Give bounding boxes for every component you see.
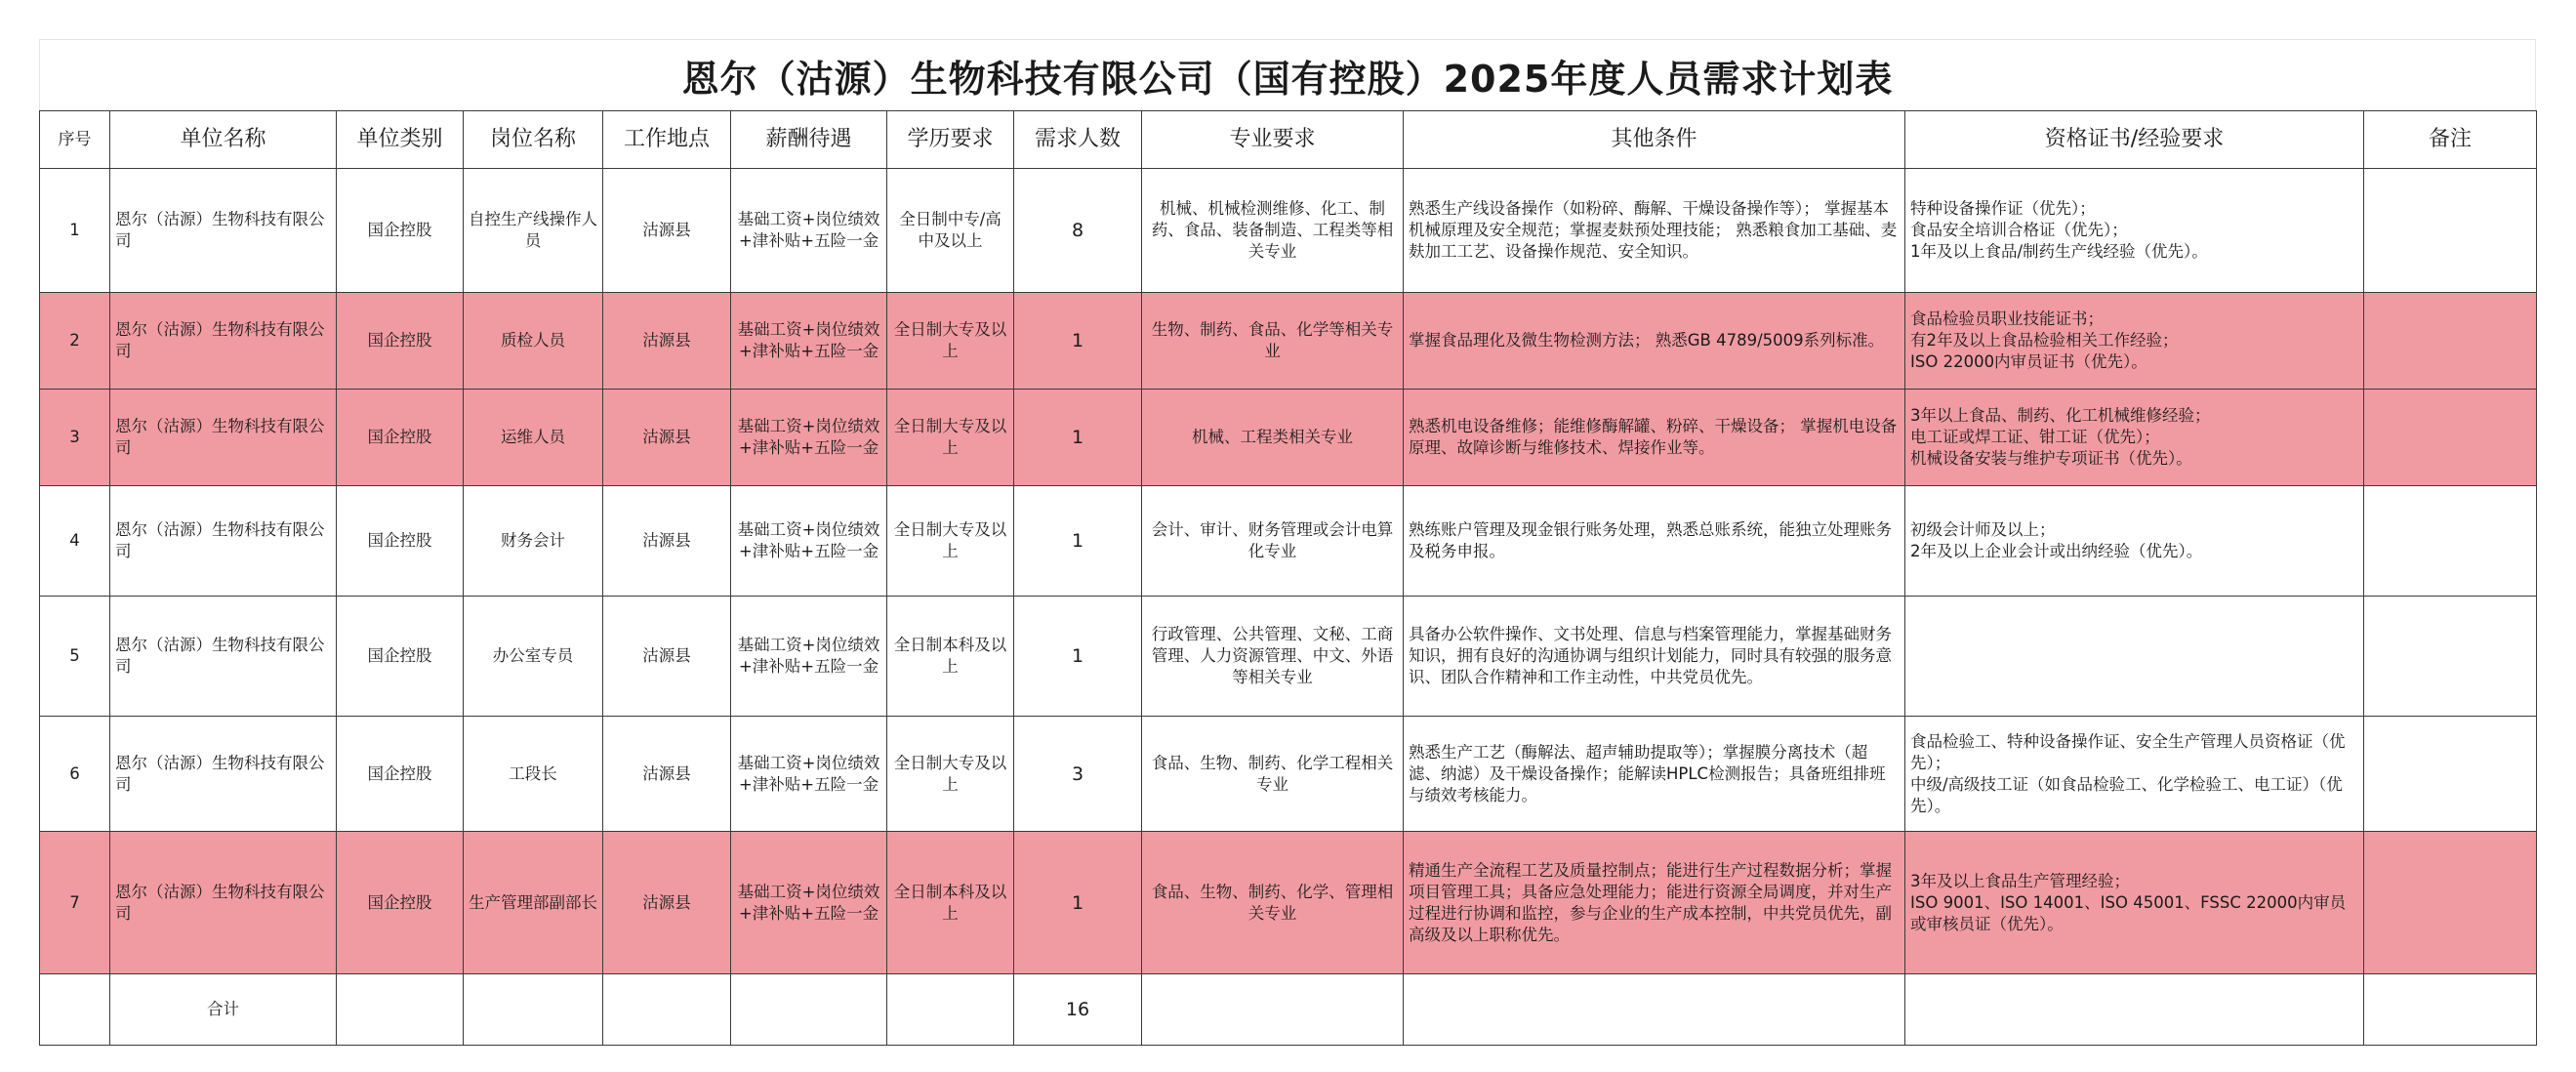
table-row: [40, 832, 2537, 974]
total-cell-empty: [603, 974, 731, 1046]
header-unit-type: 单位类别: [337, 111, 464, 169]
cell-headcount: 1: [1014, 832, 1142, 974]
cell-major: 会计、审计、财务管理或会计电算化专业: [1142, 486, 1404, 597]
header-education: 学历要求: [887, 111, 1014, 169]
header-seq: 序号: [40, 111, 110, 169]
cell-major: 生物、制药、食品、化学等相关专业: [1142, 293, 1404, 390]
table-row: [40, 169, 2537, 293]
cell-major: 食品、生物、制药、化学工程相关专业: [1142, 717, 1404, 832]
header-cert: 资格证书/经验要求: [1905, 111, 2364, 169]
cell-unit-type: 国企控股: [337, 293, 464, 390]
cell-headcount: 8: [1014, 169, 1142, 293]
cell-headcount: 1: [1014, 597, 1142, 717]
cell-unit-type: 国企控股: [337, 390, 464, 486]
header-unit-name: 单位名称: [110, 111, 337, 169]
cell-headcount: 1: [1014, 486, 1142, 597]
cell-position: 办公室专员: [464, 597, 603, 717]
total-cell-empty: [337, 974, 464, 1046]
cell-unit-type: 国企控股: [337, 486, 464, 597]
cell-education: 全日制大专及以上: [887, 717, 1014, 832]
cell-remark: [2364, 486, 2537, 597]
cell-other: 熟悉机电设备维修；能维修酶解罐、粉碎、干燥设备； 掌握机电设备原理、故障诊断与维修技术、焊接作业等。: [1404, 390, 1905, 486]
cell-cert: 3年及以上食品生产管理经验； ISO 9001、ISO 14001、ISO 45001、FSSC 22000内审员或审核员证（优先）。: [1905, 832, 2364, 974]
page-title: 恩尔（沽源）生物科技有限公司（国有控股）2025年度人员需求计划表: [681, 57, 1894, 101]
cell-seq: 3: [40, 390, 110, 486]
cell-remark: [2364, 390, 2537, 486]
cell-location: 沽源县: [603, 832, 731, 974]
cell-cert: 特种设备操作证（优先）； 食品安全培训合格证（优先）； 1年及以上食品/制药生产线经验（优先）。: [1905, 169, 2364, 293]
cell-location: 沽源县: [603, 486, 731, 597]
total-cell-empty: [887, 974, 1014, 1046]
cell-cert: 食品检验员职业技能证书； 有2年及以上食品检验相关工作经验； ISO 22000内审员证书（优先）。: [1905, 293, 2364, 390]
total-cell-empty: [1905, 974, 2364, 1046]
header-major: 专业要求: [1142, 111, 1404, 169]
cell-unit-name: 恩尔（沽源）生物科技有限公司: [110, 169, 337, 293]
total-cell-empty: [2364, 974, 2537, 1046]
cell-unit-name: 恩尔（沽源）生物科技有限公司: [110, 832, 337, 974]
table-row: [40, 486, 2537, 597]
cell-seq: 6: [40, 717, 110, 832]
cell-education: 全日制大专及以上: [887, 486, 1014, 597]
cell-unit-type: 国企控股: [337, 169, 464, 293]
table-row: [40, 717, 2537, 832]
cell-major: 机械、机械检测维修、化工、制药、食品、装备制造、工程类等相关专业: [1142, 169, 1404, 293]
cell-unit-name: 恩尔（沽源）生物科技有限公司: [110, 486, 337, 597]
total-cell-empty: [731, 974, 887, 1046]
cell-education: 全日制本科及以上: [887, 597, 1014, 717]
cell-headcount: 1: [1014, 293, 1142, 390]
total-cell-empty: [1404, 974, 1905, 1046]
cell-unit-type: 国企控股: [337, 597, 464, 717]
total-cell-seq: [40, 974, 110, 1046]
cell-other: 具备办公软件操作、文书处理、信息与档案管理能力，掌握基础财务知识，拥有良好的沟通协调与组织计划能力，同时具有较强的服务意识、团队合作精神和工作主动性，中共党员优先。: [1404, 597, 1905, 717]
cell-major: 行政管理、公共管理、文秘、工商管理、人力资源管理、中文、外语等相关专业: [1142, 597, 1404, 717]
cell-seq: 2: [40, 293, 110, 390]
cell-salary: 基础工资+岗位绩效+津补贴+五险一金: [731, 717, 887, 832]
header-position: 岗位名称: [464, 111, 603, 169]
total-row: [40, 974, 2537, 1046]
cell-major: 机械、工程类相关专业: [1142, 390, 1404, 486]
cell-cert: 食品检验工、特种设备操作证、安全生产管理人员资格证（优先）； 中级/高级技工证（如食品检验工、化学检验工、电工证）（优先）。: [1905, 717, 2364, 832]
header-location: 工作地点: [603, 111, 731, 169]
cell-location: 沽源县: [603, 293, 731, 390]
cell-seq: 5: [40, 597, 110, 717]
cell-education: 全日制大专及以上: [887, 390, 1014, 486]
recruitment-plan-sheet: [39, 39, 2536, 1046]
cell-position: 质检人员: [464, 293, 603, 390]
cell-location: 沽源县: [603, 717, 731, 832]
table-row: [40, 390, 2537, 486]
cell-remark: [2364, 597, 2537, 717]
cell-unit-type: 国企控股: [337, 717, 464, 832]
cell-other: 熟悉生产工艺（酶解法、超声辅助提取等）；掌握膜分离技术（超滤、纳滤）及干燥设备操作；能解读HPLC检测报告；具备班组排班与绩效考核能力。: [1404, 717, 1905, 832]
cell-headcount: 1: [1014, 390, 1142, 486]
cell-unit-name: 恩尔（沽源）生物科技有限公司: [110, 717, 337, 832]
cell-unit-name: 恩尔（沽源）生物科技有限公司: [110, 597, 337, 717]
cell-cert: [1905, 597, 2364, 717]
header-row: [40, 111, 2537, 169]
total-label: 合计: [110, 974, 337, 1046]
cell-position: 工段长: [464, 717, 603, 832]
cell-headcount: 3: [1014, 717, 1142, 832]
cell-location: 沽源县: [603, 169, 731, 293]
cell-salary: 基础工资+岗位绩效+津补贴+五险一金: [731, 293, 887, 390]
cell-salary: 基础工资+岗位绩效+津补贴+五险一金: [731, 597, 887, 717]
cell-cert: 初级会计师及以上； 2年及以上企业会计或出纳经验（优先）。: [1905, 486, 2364, 597]
cell-cert: 3年以上食品、制药、化工机械维修经验； 电工证或焊工证、钳工证（优先）； 机械设备安装与维护专项证书（优先）。: [1905, 390, 2364, 486]
title-row: [39, 39, 2536, 110]
total-cell-empty: [464, 974, 603, 1046]
cell-position: 财务会计: [464, 486, 603, 597]
cell-education: 全日制本科及以上: [887, 832, 1014, 974]
total-headcount: 16: [1014, 974, 1142, 1046]
cell-unit-name: 恩尔（沽源）生物科技有限公司: [110, 293, 337, 390]
cell-unit-type: 国企控股: [337, 832, 464, 974]
cell-salary: 基础工资+岗位绩效+津补贴+五险一金: [731, 832, 887, 974]
table-row: [40, 597, 2537, 717]
cell-other: 熟练账户管理及现金银行账务处理，熟悉总账系统，能独立处理账务及税务申报。: [1404, 486, 1905, 597]
total-cell-empty: [1142, 974, 1404, 1046]
header-remark: 备注: [2364, 111, 2537, 169]
cell-other: 精通生产全流程工艺及质量控制点；能进行生产过程数据分析；掌握项目管理工具；具备应急处理能力；能进行资源全局调度，并对生产过程进行协调和监控，参与企业的生产成本控制，中共党员优先，副高级及以上职称优先。: [1404, 832, 1905, 974]
cell-remark: [2364, 832, 2537, 974]
header-salary: 薪酬待遇: [731, 111, 887, 169]
cell-major: 食品、生物、制药、化学、管理相关专业: [1142, 832, 1404, 974]
cell-position: 生产管理部副部长: [464, 832, 603, 974]
cell-position: 运维人员: [464, 390, 603, 486]
cell-education: 全日制中专/高中及以上: [887, 169, 1014, 293]
cell-remark: [2364, 293, 2537, 390]
cell-seq: 7: [40, 832, 110, 974]
cell-education: 全日制大专及以上: [887, 293, 1014, 390]
cell-seq: 1: [40, 169, 110, 293]
cell-other: 掌握食品理化及微生物检测方法； 熟悉GB 4789/5009系列标准。: [1404, 293, 1905, 390]
cell-salary: 基础工资+岗位绩效+津补贴+五险一金: [731, 390, 887, 486]
cell-other: 熟悉生产线设备操作（如粉碎、酶解、干燥设备操作等）； 掌握基本机械原理及安全规范；掌握麦麸预处理技能； 熟悉粮食加工基础、麦麸加工工艺、设备操作规范、安全知识。: [1404, 169, 1905, 293]
cell-unit-name: 恩尔（沽源）生物科技有限公司: [110, 390, 337, 486]
cell-location: 沽源县: [603, 390, 731, 486]
recruitment-table: [39, 110, 2537, 1046]
cell-salary: 基础工资+岗位绩效+津补贴+五险一金: [731, 486, 887, 597]
cell-position: 自控生产线操作人员: [464, 169, 603, 293]
cell-salary: 基础工资+岗位绩效+津补贴+五险一金: [731, 169, 887, 293]
header-other: 其他条件: [1404, 111, 1905, 169]
cell-location: 沽源县: [603, 597, 731, 717]
cell-remark: [2364, 717, 2537, 832]
cell-seq: 4: [40, 486, 110, 597]
header-headcount: 需求人数: [1014, 111, 1142, 169]
cell-remark: [2364, 169, 2537, 293]
table-row: [40, 293, 2537, 390]
